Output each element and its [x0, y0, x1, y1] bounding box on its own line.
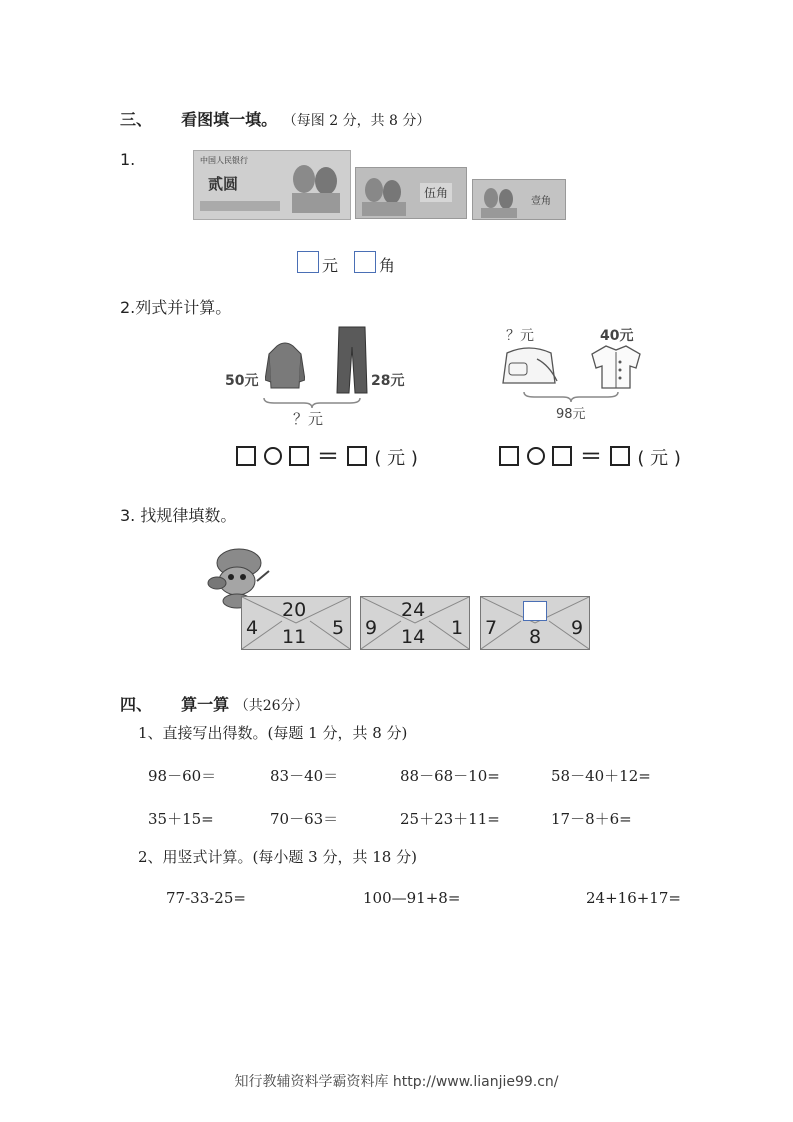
- left-formula: [236, 440, 418, 471]
- envelope-1: [241, 596, 351, 650]
- expression: 17－8＋6=: [551, 810, 632, 828]
- equals-sign: ＝: [317, 445, 340, 470]
- backpack-price: ？元: [506, 328, 534, 344]
- section-title: 看图填一填。: [181, 110, 278, 129]
- unit-yuan: 元: [322, 256, 339, 275]
- envelope-top: 20: [282, 599, 307, 621]
- blank-square[interactable]: [236, 446, 256, 466]
- envelope-bottom: 8: [529, 626, 542, 648]
- portrait-illustration: [360, 170, 408, 216]
- expression: 98－60＝: [148, 767, 217, 785]
- unit-label: ( 元 ): [374, 448, 418, 469]
- envelope-left: 4: [246, 617, 259, 639]
- pants-icon: [335, 325, 369, 395]
- banknote-1-jiao: [472, 179, 566, 220]
- question-1-label: 1.: [120, 150, 136, 169]
- envelope-2: [360, 596, 470, 650]
- banknote-denomination: 伍角: [420, 183, 452, 202]
- question-2-label: 2.列式并计算。: [120, 298, 232, 317]
- unit-label: ( 元 ): [637, 448, 681, 469]
- brace-icon: [522, 390, 620, 404]
- envelope-right: 9: [571, 617, 584, 639]
- envelope-bottom: 11: [282, 626, 307, 648]
- envelope-left: 9: [365, 617, 378, 639]
- envelope-left: 7: [485, 617, 498, 639]
- vertical-calc-expression: 77-33-25=: [166, 889, 246, 907]
- section-title: 算一算: [181, 695, 230, 714]
- envelope-top: 24: [401, 599, 426, 621]
- blank-circle[interactable]: [527, 447, 545, 465]
- vertical-calc-expression: 24+16+17=: [586, 889, 681, 907]
- pants-price: 28元: [371, 373, 405, 389]
- envelope-bottom: 14: [401, 626, 426, 648]
- coat-icon: [588, 342, 644, 390]
- right-formula: [499, 440, 681, 471]
- section-3-header: [120, 107, 430, 130]
- blank-square[interactable]: [552, 446, 572, 466]
- expression: 70－63＝: [270, 810, 339, 828]
- banknote-stripe: [200, 201, 280, 211]
- part-1-label: 1、直接写出得数。(每题 1 分，共 8 分): [138, 724, 408, 742]
- banknote-2-yuan: [193, 150, 351, 220]
- portrait-illustration: [286, 157, 344, 213]
- question-3-label: 3. 找规律填数。: [120, 506, 237, 525]
- left-total: ？元: [293, 410, 324, 428]
- part-2-label: 2、用竖式计算。(每小题 3 分，共 18 分): [138, 848, 417, 866]
- vertical-calc-expression: 100—91+8=: [363, 889, 461, 907]
- banknote-denomination: 贰圆: [208, 175, 239, 193]
- unit-jiao: 角: [379, 256, 396, 275]
- section-note: （每图 2 分，共 8 分）: [282, 113, 431, 129]
- blank-square[interactable]: [289, 446, 309, 466]
- blank-square[interactable]: [347, 446, 367, 466]
- expression: 35＋15=: [148, 810, 214, 828]
- portrait-illustration: [479, 182, 519, 218]
- blank-square[interactable]: [499, 446, 519, 466]
- expression: 25＋23＋11=: [400, 810, 500, 828]
- envelope-right: 5: [332, 617, 345, 639]
- section-number: 三、: [120, 110, 153, 129]
- right-total: 98元: [556, 407, 586, 422]
- banknote-5-jiao: [355, 167, 467, 219]
- jiao-answer-box[interactable]: [354, 251, 376, 273]
- jacket-price: 50元: [225, 373, 259, 389]
- footer-watermark: 知行教辅资料学霸资料库 http://www.lianjie99.cn/: [234, 1074, 559, 1090]
- expression: 83－40＝: [270, 767, 339, 785]
- blank-square[interactable]: [610, 446, 630, 466]
- coat-price: 40元: [600, 328, 634, 344]
- banknote-header: 中国人民银行: [200, 156, 248, 165]
- expression: 58－40＋12=: [551, 767, 651, 785]
- section-4-header: [120, 692, 309, 715]
- envelope-3: [480, 596, 590, 650]
- backpack-icon: [497, 345, 563, 390]
- section-number: 四、: [120, 695, 153, 714]
- yuan-answer-box[interactable]: [297, 251, 319, 273]
- expression: 88－68－10=: [400, 767, 500, 785]
- jacket-icon: [265, 340, 305, 395]
- section-note: （共26分）: [234, 698, 309, 714]
- envelope-answer-box[interactable]: [523, 601, 547, 621]
- envelope-right: 1: [451, 617, 464, 639]
- equals-sign: ＝: [580, 445, 603, 470]
- banknote-denomination: 壹角: [531, 196, 551, 207]
- blank-circle[interactable]: [264, 447, 282, 465]
